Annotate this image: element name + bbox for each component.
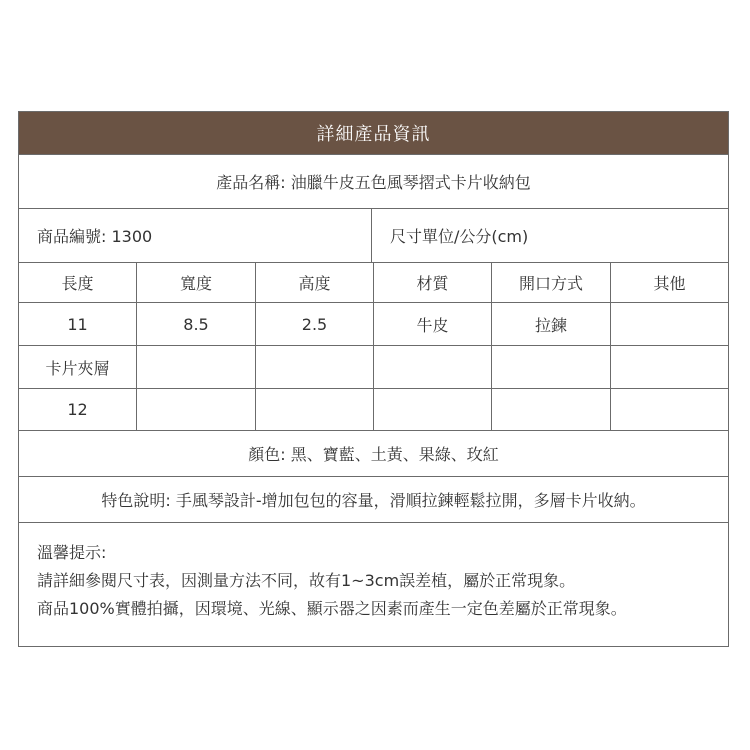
- product-name: 產品名稱: 油臘牛皮五色風琴摺式卡片收納包: [216, 173, 531, 192]
- notice-text: [37, 539, 627, 623]
- empty-cell: [373, 346, 491, 388]
- spec-values-row: [19, 302, 728, 345]
- empty-cell: [373, 389, 491, 430]
- product-name-row: [19, 154, 728, 208]
- notice-section: [19, 522, 728, 646]
- value-material: 牛皮: [373, 303, 491, 345]
- value-width: 8.5: [136, 303, 255, 345]
- value-opening: 拉鍊: [491, 303, 610, 345]
- size-unit: 尺寸單位/公分(cm): [371, 209, 728, 262]
- value-other: [610, 303, 728, 345]
- value-height: 2.5: [255, 303, 373, 345]
- empty-cell: [255, 346, 373, 388]
- notice-title: 溫馨提示:: [37, 543, 107, 562]
- card-layer-value-row: [19, 388, 728, 430]
- empty-cell: [610, 346, 728, 388]
- colors-row: [19, 430, 728, 476]
- empty-cell: [255, 389, 373, 430]
- card-layer-label-row: [19, 345, 728, 388]
- product-features: 特色說明: 手風琴設計-增加包包的容量，滑順拉鍊輕鬆拉開，多層卡片收納。: [101, 491, 646, 510]
- notice-line: 請詳細參閱尺寸表，因測量方法不同，故有1~3cm誤差植，屬於正常現象。: [37, 571, 576, 590]
- value-length: 11: [67, 314, 88, 334]
- spec-columns-row: [19, 262, 728, 302]
- product-spec-table: [18, 111, 729, 647]
- product-code-row: [19, 208, 728, 262]
- col-material: 材質: [373, 263, 491, 302]
- col-height: 高度: [255, 263, 373, 302]
- product-colors: 顏色: 黑、寶藍、土黃、果綠、玫紅: [248, 445, 499, 464]
- empty-cell: [136, 389, 255, 430]
- card-layer-label: 卡片夾層: [45, 358, 110, 378]
- empty-cell: [610, 389, 728, 430]
- col-other: 其他: [610, 263, 728, 302]
- notice-line: 商品100%實體拍攝，因環境、光線、顯示器之因素而產生一定色差屬於正常現象。: [37, 599, 627, 618]
- features-row: [19, 476, 728, 522]
- product-code: 商品編號: 1300: [37, 227, 153, 246]
- empty-cell: [136, 346, 255, 388]
- col-length: 長度: [61, 274, 94, 293]
- spec-header: 詳細產品資訊: [19, 112, 728, 154]
- col-width: 寬度: [136, 263, 255, 302]
- col-opening: 開口方式: [491, 263, 610, 302]
- empty-cell: [491, 346, 610, 388]
- card-layer-value: 12: [67, 400, 88, 419]
- empty-cell: [491, 389, 610, 430]
